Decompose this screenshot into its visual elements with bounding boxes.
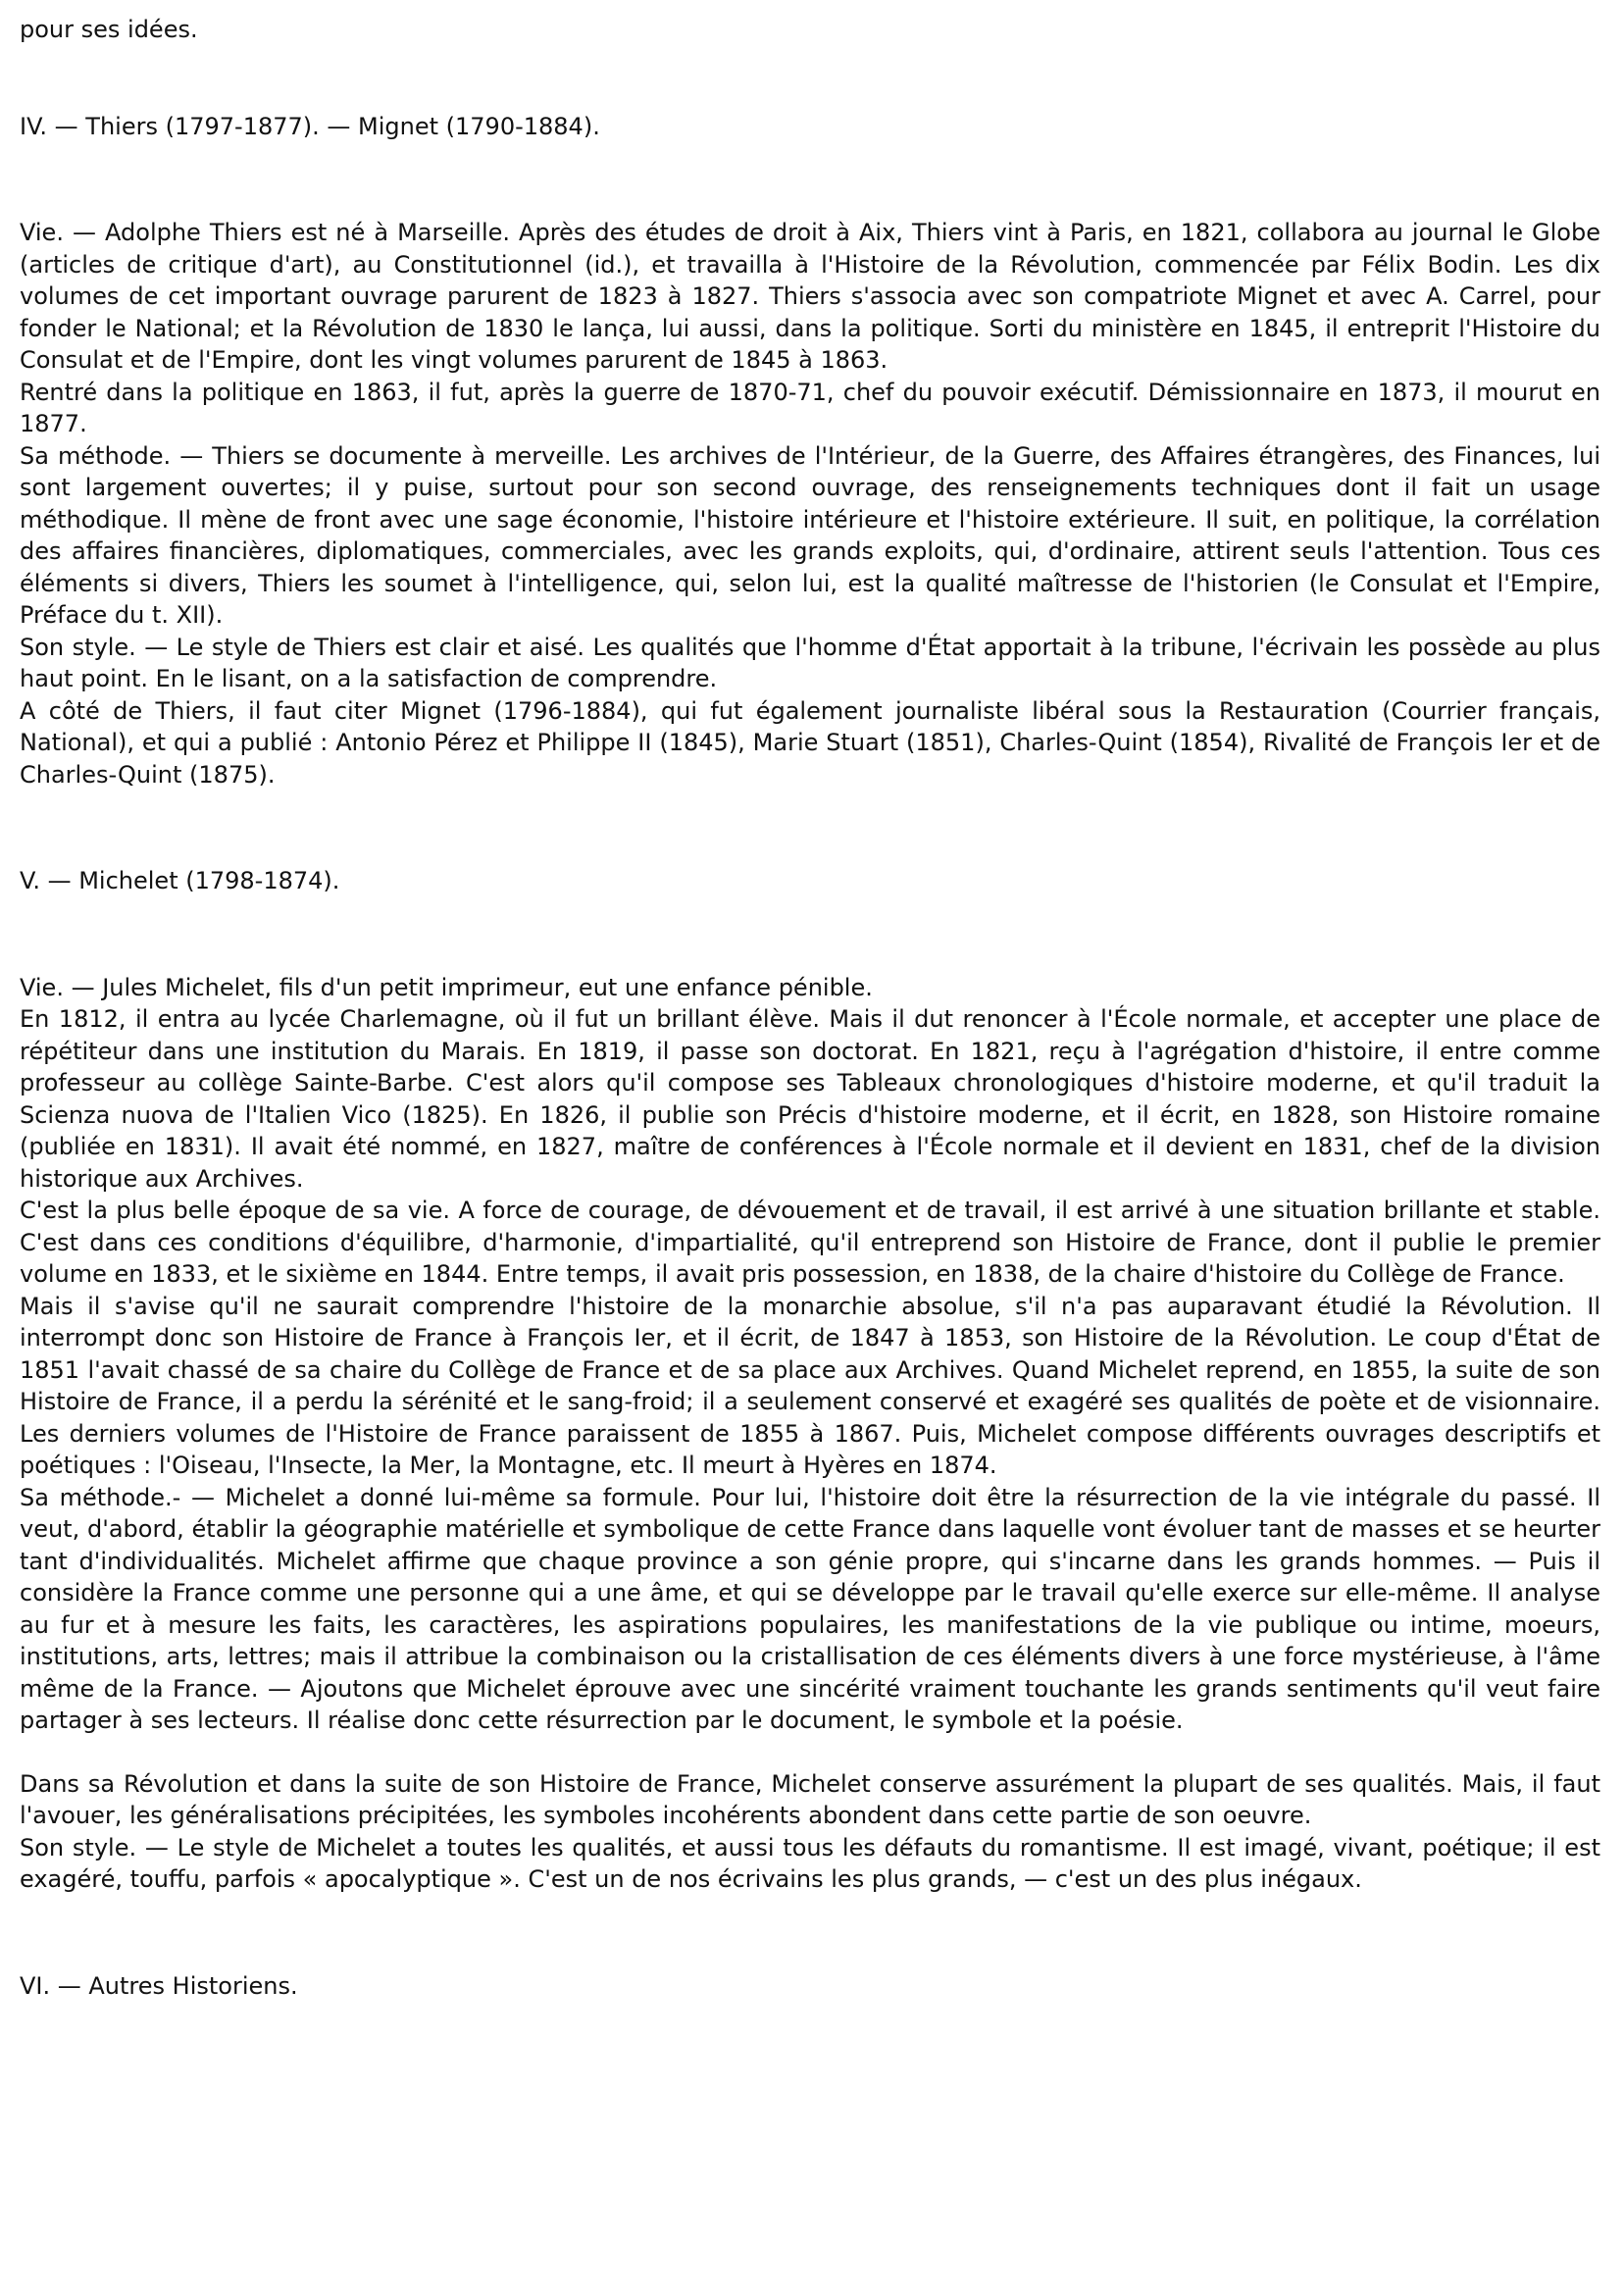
section-heading-michelet: V. — Michelet (1798-1874).: [20, 867, 340, 894]
michelet-style-paragraph: Son style. — Le style de Michelet a toutes les qualités, et aussi tous les défauts du romantisme. Il est imagé, vivant, poétique; il est exagéré, touffu, parfois « apocalyptique ». C'est un de nos écrivains les plus grands, — c'est un des plus inégaux.: [20, 1833, 1600, 1893]
section-heading-autres: VI. — Autres Historiens.: [20, 1971, 298, 2000]
spacer: [20, 1737, 1600, 1768]
spacer: [20, 46, 1600, 111]
spacer: [20, 1896, 1600, 1970]
thiers-politique-paragraph: Rentré dans la politique en 1863, il fut, après la guerre de 1870-71, chef du pouvoir exécutif. Démissionnaire en 1873, il mourut en 1877.: [20, 378, 1600, 437]
michelet-vie-paragraph: Vie. — Jules Michelet, fils d'un petit imprimeur, eut une enfance pénible.: [20, 973, 873, 1001]
thiers-vie-paragraph: Vie. — Adolphe Thiers est né à Marseille. Après des études de droit à Aix, Thiers vint à Paris, en 1821, collabora au journal le Globe (articles de critique d'art), au Constitutionnel (id.), et travailla à l'Histoire de la Révolution, commencée par Félix Bodin. Les dix volumes de cet important ouvrage parurent de 1823 à 1827. Thiers s'associa avec son compatriote Mignet et avec A. Carrel, pour fonder le National; et la Révolution de 1830 le lança, lui aussi, dans la politique. Sorti du ministère en 1845, il entreprit l'Histoire du Consulat et de l'Empire, dont les vingt volumes parurent de 1845 à 1863.: [20, 219, 1600, 374]
document-body: [20, 14, 1600, 2002]
thiers-style-paragraph: Son style. — Le style de Thiers est clair et aisé. Les qualités que l'homme d'État apportait à la tribune, l'écrivain les possède au plus haut point. En le lisant, on a la satisfaction de comprendre.: [20, 633, 1600, 692]
michelet-suite-paragraph: Dans sa Révolution et dans la suite de son Histoire de France, Michelet conserve assurément la plupart de ses qualités. Mais, il faut l'avouer, les généralisations précipitées, les symboles incohérents abondent dans cette partie de son oeuvre.: [20, 1769, 1600, 1829]
spacer: [20, 790, 1600, 865]
spacer: [20, 897, 1600, 972]
mignet-paragraph: A côté de Thiers, il faut citer Mignet (1796-1884), qui fut également journaliste libéral sous la Restauration (Courrier français, National), et qui a publié : Antonio Pérez et Philippe II (1845), Marie Stuart (1851), Charles-Quint (1854), Rivalité de François Ier et de Charles-Quint (1875).: [20, 696, 1600, 789]
michelet-revolution-paragraph: Mais il s'avise qu'il ne saurait comprendre l'histoire de la monarchie absolue, s'il n'a pas auparavant étudié la Révolution. Il interrompt donc son Histoire de France à François Ier, et il écrit, de 1847 à 1853, son Histoire de la Révolution. Le coup d'État de 1851 l'avait chassé de sa chaire du Collège de France et de sa place aux Archives. Quand Michelet reprend, en 1855, la suite de son Histoire de France, il a perdu la sérénité et le sang-froid; il a seulement conservé et exagéré ses qualités de poète et de visionnaire. Les derniers volumes de l'Histoire de France paraissent de 1855 à 1867. Puis, Michelet compose différents ouvrages descriptifs et poétiques : l'Oiseau, l'Insecte, la Mer, la Montagne, etc. Il meurt à Hyères en 1874.: [20, 1292, 1600, 1479]
michelet-carriere-paragraph: En 1812, il entra au lycée Charlemagne, où il fut un brillant élève. Mais il dut renoncer à l'École normale, et accepter une place de répétiteur dans une institution du Marais. En 1819, il passe son doctorat. En 1821, reçu à l'agrégation d'histoire, il entre comme professeur au collège Sainte-Barbe. C'est alors qu'il compose ses Tableaux chronologiques d'histoire moderne, et qu'il traduit la Scienza nuova de l'Italien Vico (1825). En 1826, il publie son Précis d'histoire moderne, et il écrit, en 1828, son Histoire romaine (publiée en 1831). Il avait été nommé, en 1827, maître de conférences à l'École normale et il devient en 1831, chef de la division historique aux Archives.: [20, 1005, 1600, 1193]
section-heading-thiers: IV. — Thiers (1797-1877). — Mignet (1790-1884).: [20, 112, 600, 140]
spacer: [20, 142, 1600, 217]
michelet-epoque-paragraph: C'est la plus belle époque de sa vie. A force de courage, de dévouement et de travail, il est arrivé à une situation brillante et stable. C'est dans ces conditions d'équilibre, d'harmonie, d'impartialité, qu'il entreprend son Histoire de France, dont il publie le premier volume en 1833, et le sixième en 1844. Entre temps, il avait pris possession, en 1838, de la chaire d'histoire du Collège de France.: [20, 1197, 1600, 1288]
thiers-methode-paragraph: Sa méthode. — Thiers se documente à merveille. Les archives de l'Intérieur, de la Guerre, des Affaires étrangères, des Finances, lui sont largement ouvertes; il y puise, surtout pour son second ouvrage, des renseignements techniques dont il fait un usage méthodique. Il mène de front avec une sage économie, l'histoire intérieure et l'histoire extérieure. Il suit, en politique, la corrélation des affaires financières, diplomatiques, commerciales, avec les grands exploits, qui, d'ordinaire, attirent seuls l'attention. Tous ces éléments si divers, Thiers les soumet à l'intelligence, qui, selon lui, est la qualité maîtresse de l'historien (le Consulat et l'Empire, Préface du t. XII).: [20, 441, 1600, 629]
fragment-top: pour ses idées.: [20, 16, 198, 43]
michelet-methode-paragraph: Sa méthode.- — Michelet a donné lui-même sa formule. Pour lui, l'histoire doit être la résurrection de la vie intégrale du passé. Il veut, d'abord, établir la géographie matérielle et symbolique de cette France dans laquelle vont évoluer tant de masses et se heurter tant d'individualités. Michelet affirme que chaque province a son génie propre, qui s'incarne dans les grands hommes. — Puis il considère la France comme une personne qui a une âme, et qui se développe par le travail qu'elle exerce sur elle-même. Il analyse au fur et à mesure les faits, les caractères, les aspirations populaires, les manifestations de la vie publique ou intime, moeurs, institutions, arts, lettres; mais il attribue la combinaison ou la cristallisation de ces éléments divers à une force mystérieuse, à l'âme même de la France. — Ajoutons que Michelet éprouve avec une sincérité vraiment touchante les grands sentiments qu'il veut faire partager à ses lecteurs. Il réalise donc cette résurrection par le document, le symbole et la poésie.: [20, 1483, 1600, 1734]
